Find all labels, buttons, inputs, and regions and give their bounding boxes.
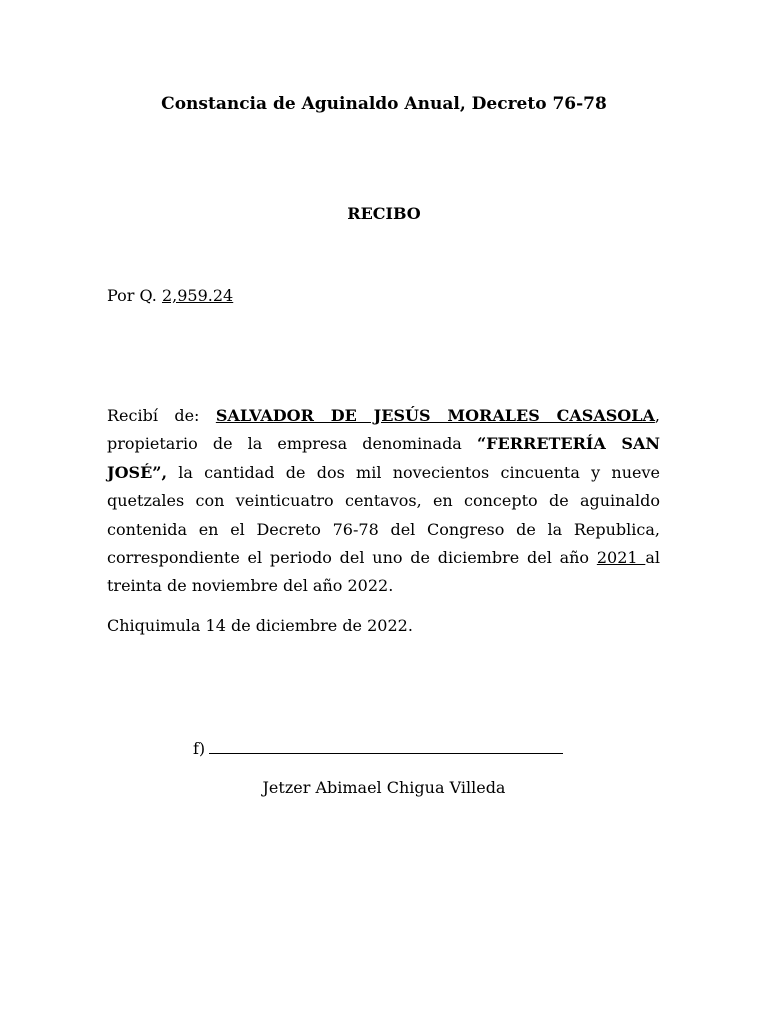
signature-rule	[209, 739, 563, 754]
amount-prefix: Por Q.	[107, 286, 162, 305]
period-start-year: 2021	[596, 548, 646, 568]
receipt-heading: RECIBO	[347, 204, 421, 223]
payer-name: SALVADOR DE JESÚS MORALES CASASOLA	[215, 406, 655, 425]
signature-prefix: f)	[193, 739, 206, 758]
receipt-body	[107, 402, 660, 601]
body-period-end: al treinta de noviembre del año 2022.	[107, 548, 660, 596]
body-intro: Recibí de:	[107, 406, 216, 425]
amount-line	[107, 284, 233, 308]
document-title: Constancia de Aguinaldo Anual, Decreto 76-78	[161, 94, 607, 114]
body-amount-text: la cantidad de dos mil novecientos cincuenta y nueve quetzales con veinticuatro centavos, en concepto de aguinaldo contenida en el Decreto 76-78 del Congreso de la Republica, correspondiente el periodo del uno de diciembre del año	[107, 462, 660, 568]
signer-name: Jetzer Abimael Chigua Villeda	[262, 778, 506, 797]
place-date: Chiquimula 14 de diciembre de 2022.	[107, 616, 413, 635]
amount-value: 2,959.24	[161, 286, 234, 305]
signature-line	[193, 737, 563, 761]
company-name: “FERRETERÍA SAN JOSÉ”,	[107, 434, 661, 482]
body-owner-text: , propietario de la empresa denominada	[107, 406, 660, 454]
